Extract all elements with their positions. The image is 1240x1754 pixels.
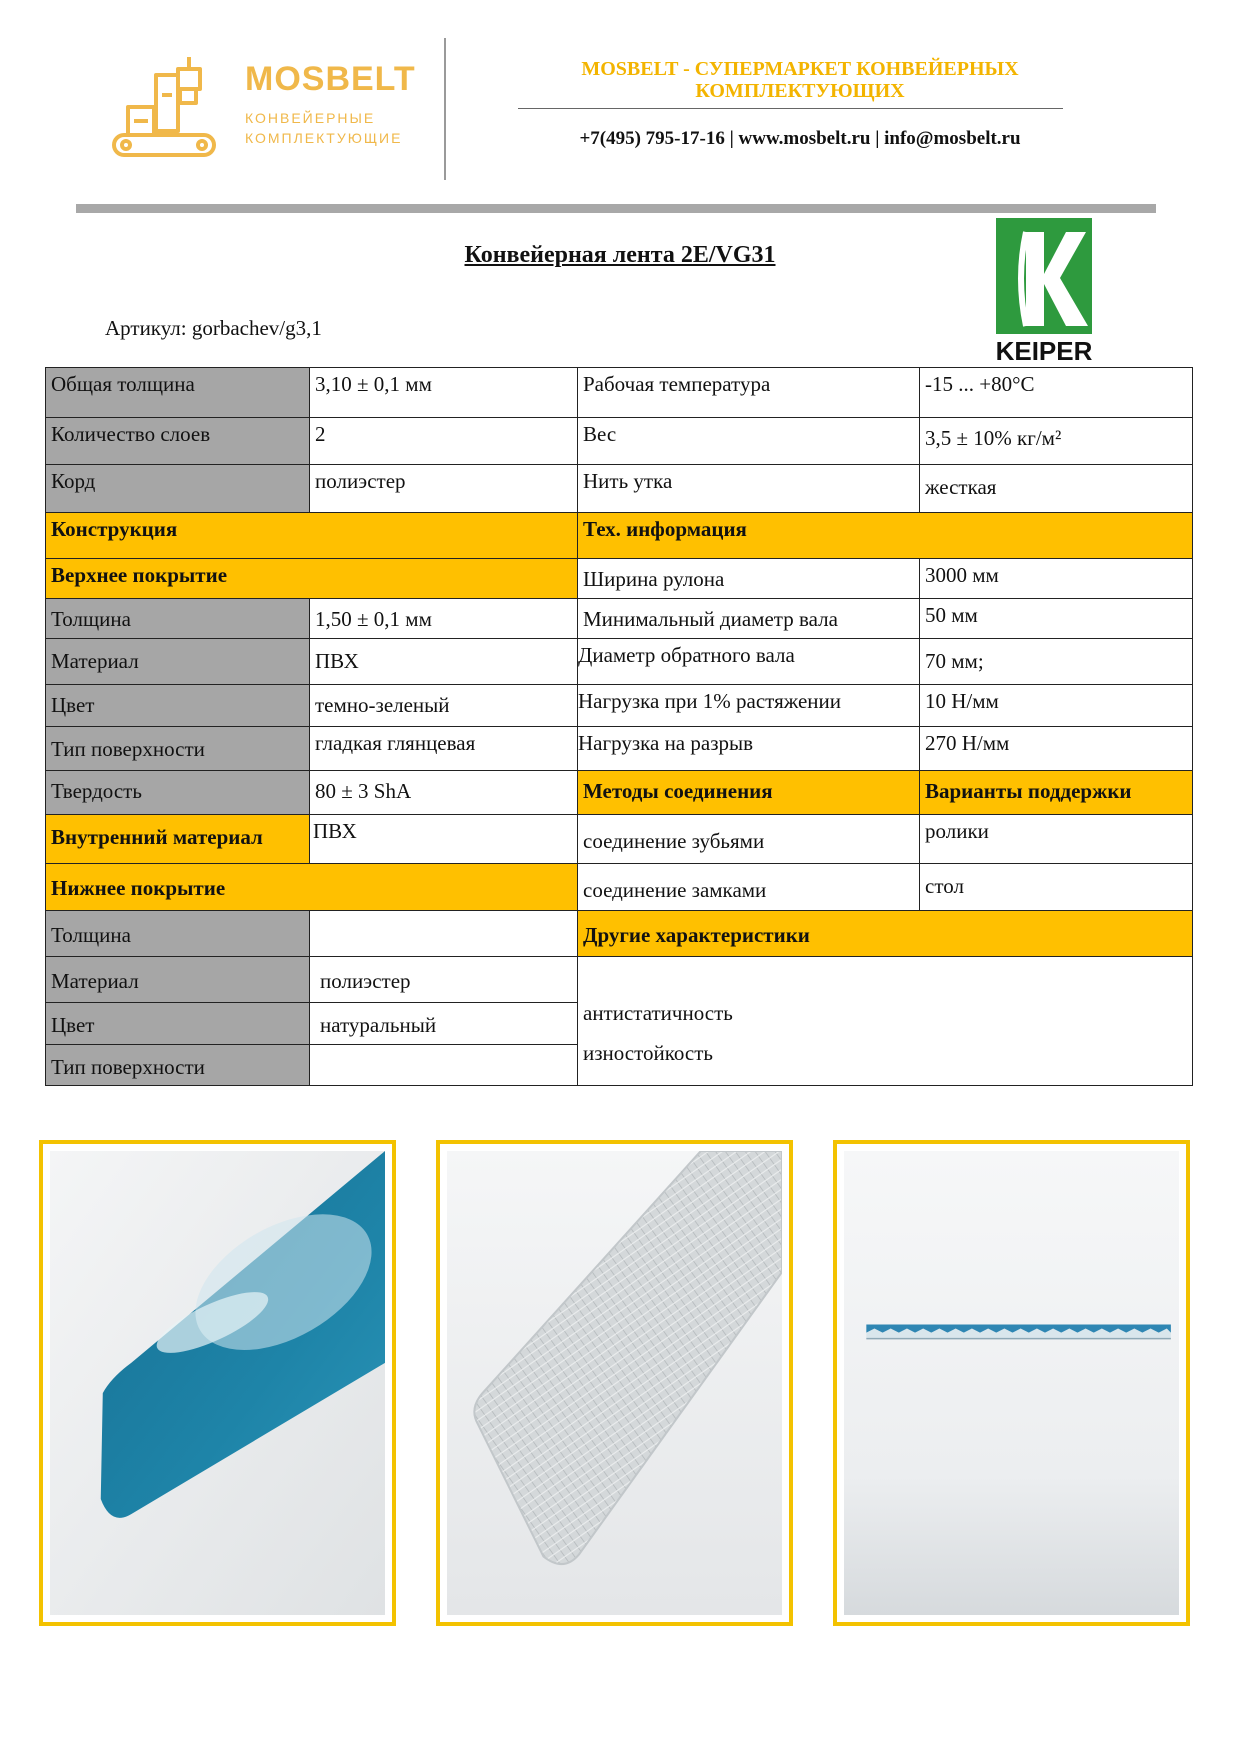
cell-value: гладкая глянцевая: [310, 727, 578, 771]
table-row: [46, 639, 1193, 685]
table-row: [46, 559, 1193, 599]
cell-value: полиэстер: [310, 465, 578, 513]
cell-label: Количество слоев: [46, 418, 310, 465]
cell-label: Общая толщина: [46, 368, 310, 418]
table-row: [46, 368, 1193, 418]
construction-header: Конструкция: [46, 513, 578, 559]
cell-value: 50 мм: [920, 599, 1193, 639]
cell-label: Материал: [46, 639, 310, 685]
cell-value: 70 мм;: [920, 639, 1193, 685]
cell-label: Рабочая температура: [578, 368, 920, 418]
cell-label: Толщина: [46, 911, 310, 957]
cell-label: Нагрузка на разрыв: [578, 727, 920, 771]
other-item: антистатичность: [583, 1001, 733, 1025]
top-cover-header: Верхнее покрытие: [46, 559, 578, 599]
cell-value: натуральный: [310, 1003, 578, 1045]
cell-label: Материал: [46, 957, 310, 1003]
table-row: [46, 465, 1193, 513]
bottom-cover-header: Нижнее покрытие: [46, 864, 578, 911]
support-item: ролики: [920, 815, 1193, 864]
table-row: [46, 418, 1193, 465]
cell-value: 3,10 ± 0,1 мм: [310, 368, 578, 418]
table-row: [46, 727, 1193, 771]
support-header: Варианты поддержки: [920, 771, 1193, 815]
cell-value: полиэстер: [310, 957, 578, 1003]
cell-label: Твердость: [46, 771, 310, 815]
slogan: [520, 58, 1080, 102]
brand-name: MOSBELT: [245, 60, 416, 98]
tech-header: Тех. информация: [578, 513, 1193, 559]
other-features: [578, 957, 1193, 1086]
table-row: [46, 513, 1193, 559]
header-divider: [444, 38, 446, 180]
mosbelt-logo-icon: [110, 55, 220, 160]
cell-label: Толщина: [46, 599, 310, 639]
table-row: [46, 685, 1193, 727]
inner-material-value: ПВХ: [310, 815, 578, 864]
cell-value: ПВХ: [310, 639, 578, 685]
belt-cross-section-image: [844, 1151, 1179, 1615]
cell-value: -15 ... +80°C: [920, 368, 1193, 418]
table-row: [46, 864, 1193, 911]
photo-cross-section: [833, 1140, 1190, 1626]
header-bar: [76, 204, 1156, 213]
table-row: [46, 957, 1193, 1003]
cell-label: Нить утка: [578, 465, 920, 513]
cell-label: Минимальный диаметр вала: [578, 599, 920, 639]
article-number: Артикул: gorbachev/g3,1: [105, 316, 322, 340]
contacts: +7(495) 795-17-16 | www.mosbelt.ru | info@mosbelt.ru: [579, 128, 1021, 149]
keiper-logo-text: KEIPER: [996, 336, 1092, 364]
cell-label: Цвет: [46, 685, 310, 727]
inner-material-label: Внутренний материал: [46, 815, 310, 864]
cell-value: [310, 1045, 578, 1086]
cell-label: Корд: [46, 465, 310, 513]
belt-top-surface-image: [50, 1151, 385, 1615]
table-row: [46, 771, 1193, 815]
table-row: [46, 815, 1193, 864]
joining-item: соединение зубьями: [578, 815, 920, 864]
cell-label: Вес: [578, 418, 920, 465]
cell-value: 3,5 ± 10% кг/м²: [920, 418, 1193, 465]
brand-subtitle-1: КОНВЕЙЕРНЫЕ: [245, 110, 376, 126]
table-row: [46, 911, 1193, 957]
joining-item: соединение замками: [578, 864, 920, 911]
slogan-line-1: MOSBELT - СУПЕРМАРКЕТ КОНВЕЙЕРНЫХ: [581, 58, 1019, 80]
cell-value: 3000 мм: [920, 559, 1193, 599]
cell-value: 80 ± 3 ShA: [310, 771, 578, 815]
spec-table: [45, 367, 1193, 1086]
cell-value: [310, 911, 578, 957]
document-title: Конвейерная лента 2E/VG31: [464, 242, 776, 268]
support-item: стол: [920, 864, 1193, 911]
slogan-line-2: КОМПЛЕКТУЮЩИХ: [695, 80, 905, 102]
cell-value: 10 Н/мм: [920, 685, 1193, 727]
slogan-underline: [518, 108, 1063, 109]
joining-header: Методы соединения: [578, 771, 920, 815]
other-item: изностойкость: [583, 1041, 713, 1065]
cell-label: Ширина рулона: [578, 559, 920, 599]
cell-value: 2: [310, 418, 578, 465]
cell-label: Диаметр обратного вала: [578, 639, 920, 685]
cell-label: Тип поверхности: [46, 727, 310, 771]
cell-label: Нагрузка при 1% растяжении: [578, 685, 920, 727]
cell-label: Тип поверхности: [46, 1045, 310, 1086]
cell-label: Цвет: [46, 1003, 310, 1045]
other-header: Другие характеристики: [578, 911, 1193, 957]
cell-value: 270 Н/мм: [920, 727, 1193, 771]
photo-top-surface: [39, 1140, 396, 1626]
table-row: [46, 599, 1193, 639]
photo-bottom-fabric: [436, 1140, 793, 1626]
cell-value: темно-зеленый: [310, 685, 578, 727]
cell-value: жесткая: [920, 465, 1193, 513]
belt-bottom-fabric-image: [447, 1151, 782, 1615]
brand-subtitle-2: КОМПЛЕКТУЮЩИЕ: [245, 130, 403, 146]
keiper-logo: [996, 218, 1092, 364]
cell-value: 1,50 ± 0,1 мм: [310, 599, 578, 639]
